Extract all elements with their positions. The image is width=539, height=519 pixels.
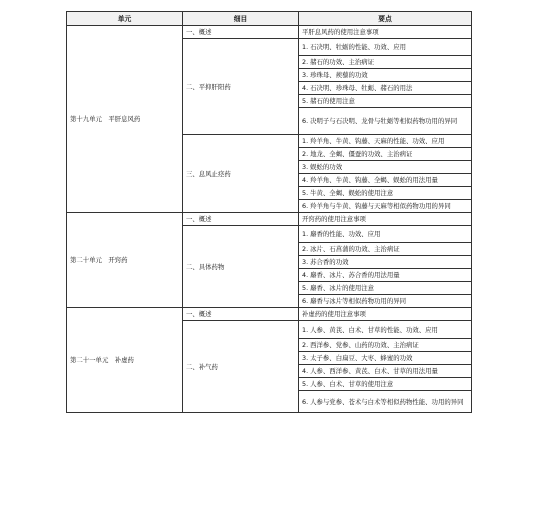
key-point: 3. 珍珠母、蒺藜的功效 bbox=[299, 69, 472, 82]
key-point: 5. 赭石的使用注意 bbox=[299, 95, 472, 108]
key-point: 6. 羚羊角与牛黄、钩藤与天麻等相似药物功用的异同 bbox=[299, 200, 472, 213]
unit-title: 第二十一单元 补虚药 bbox=[67, 308, 183, 413]
subunit-title: 一、概述 bbox=[183, 308, 299, 321]
key-point: 4. 麝香、冰片、苏合香的用法用量 bbox=[299, 269, 472, 282]
key-point: 2. 冰片、石菖蒲的功效、主治病证 bbox=[299, 243, 472, 256]
key-point: 5. 牛黄、全蝎、蜈蚣的使用注意 bbox=[299, 187, 472, 200]
key-point: 6. 人参与党参、苍术与白术等相似药物性能、功用的异同 bbox=[299, 391, 472, 413]
key-point: 补虚药的使用注意事项 bbox=[299, 308, 472, 321]
subunit-title: 一、概述 bbox=[183, 213, 299, 226]
header-subunit: 细目 bbox=[183, 12, 299, 26]
key-point: 2. 赭石的功效、主治病证 bbox=[299, 56, 472, 69]
key-point: 4. 人参、西洋参、黄芪、白术、甘草的用法用量 bbox=[299, 365, 472, 378]
subunit-title: 二、具体药物 bbox=[183, 226, 299, 308]
key-point: 5. 人参、白术、甘草的使用注意 bbox=[299, 378, 472, 391]
table-row bbox=[67, 308, 472, 321]
subunit-title: 二、平抑肝阳药 bbox=[183, 39, 299, 135]
key-point: 6. 麝香与冰片等相似药物功用的异同 bbox=[299, 295, 472, 308]
subunit-title: 三、息风止痉药 bbox=[183, 135, 299, 213]
key-point: 1. 人参、黄芪、白术、甘草的性能、功效、应用 bbox=[299, 321, 472, 339]
table-body bbox=[67, 26, 472, 413]
key-point: 1. 麝香的性能、功效、应用 bbox=[299, 226, 472, 243]
table-row bbox=[67, 213, 472, 226]
key-point: 开窍药的使用注意事项 bbox=[299, 213, 472, 226]
key-point: 2. 地龙、全蝎、僵蚕的功效、主治病证 bbox=[299, 148, 472, 161]
unit-title: 第二十单元 开窍药 bbox=[67, 213, 183, 308]
key-point: 3. 蜈蚣的功效 bbox=[299, 161, 472, 174]
key-point: 1. 羚羊角、牛黄、钩藤、天麻的性能、功效、应用 bbox=[299, 135, 472, 148]
unit-title: 第十九单元 平肝息风药 bbox=[67, 26, 183, 213]
subunit-title: 一、概述 bbox=[183, 26, 299, 39]
key-point: 3. 苏合香的功效 bbox=[299, 256, 472, 269]
subunit-title: 二、补气药 bbox=[183, 321, 299, 413]
key-point: 4. 石决明、珍珠母、牡蛎、赭石的用法 bbox=[299, 82, 472, 95]
syllabus-table bbox=[66, 11, 472, 413]
key-point: 1. 石决明、牡蛎的性能、功效、应用 bbox=[299, 39, 472, 56]
key-point: 6. 决明子与石决明、龙骨与牡蛎等相似药物功用的异同 bbox=[299, 108, 472, 135]
key-point: 5. 麝香、冰片的使用注意 bbox=[299, 282, 472, 295]
key-point: 4. 羚羊角、牛黄、钩藤、全蝎、蜈蚣的用法用量 bbox=[299, 174, 472, 187]
header-unit: 单元 bbox=[67, 12, 183, 26]
key-point: 2. 西洋参、党参、山药的功效、主治病证 bbox=[299, 339, 472, 352]
header-points: 要点 bbox=[299, 12, 472, 26]
key-point: 3. 太子参、白扁豆、大枣、蜂蜜的功效 bbox=[299, 352, 472, 365]
table-row bbox=[67, 26, 472, 39]
key-point: 平肝息风药的使用注意事项 bbox=[299, 26, 472, 39]
header-row bbox=[67, 12, 472, 26]
